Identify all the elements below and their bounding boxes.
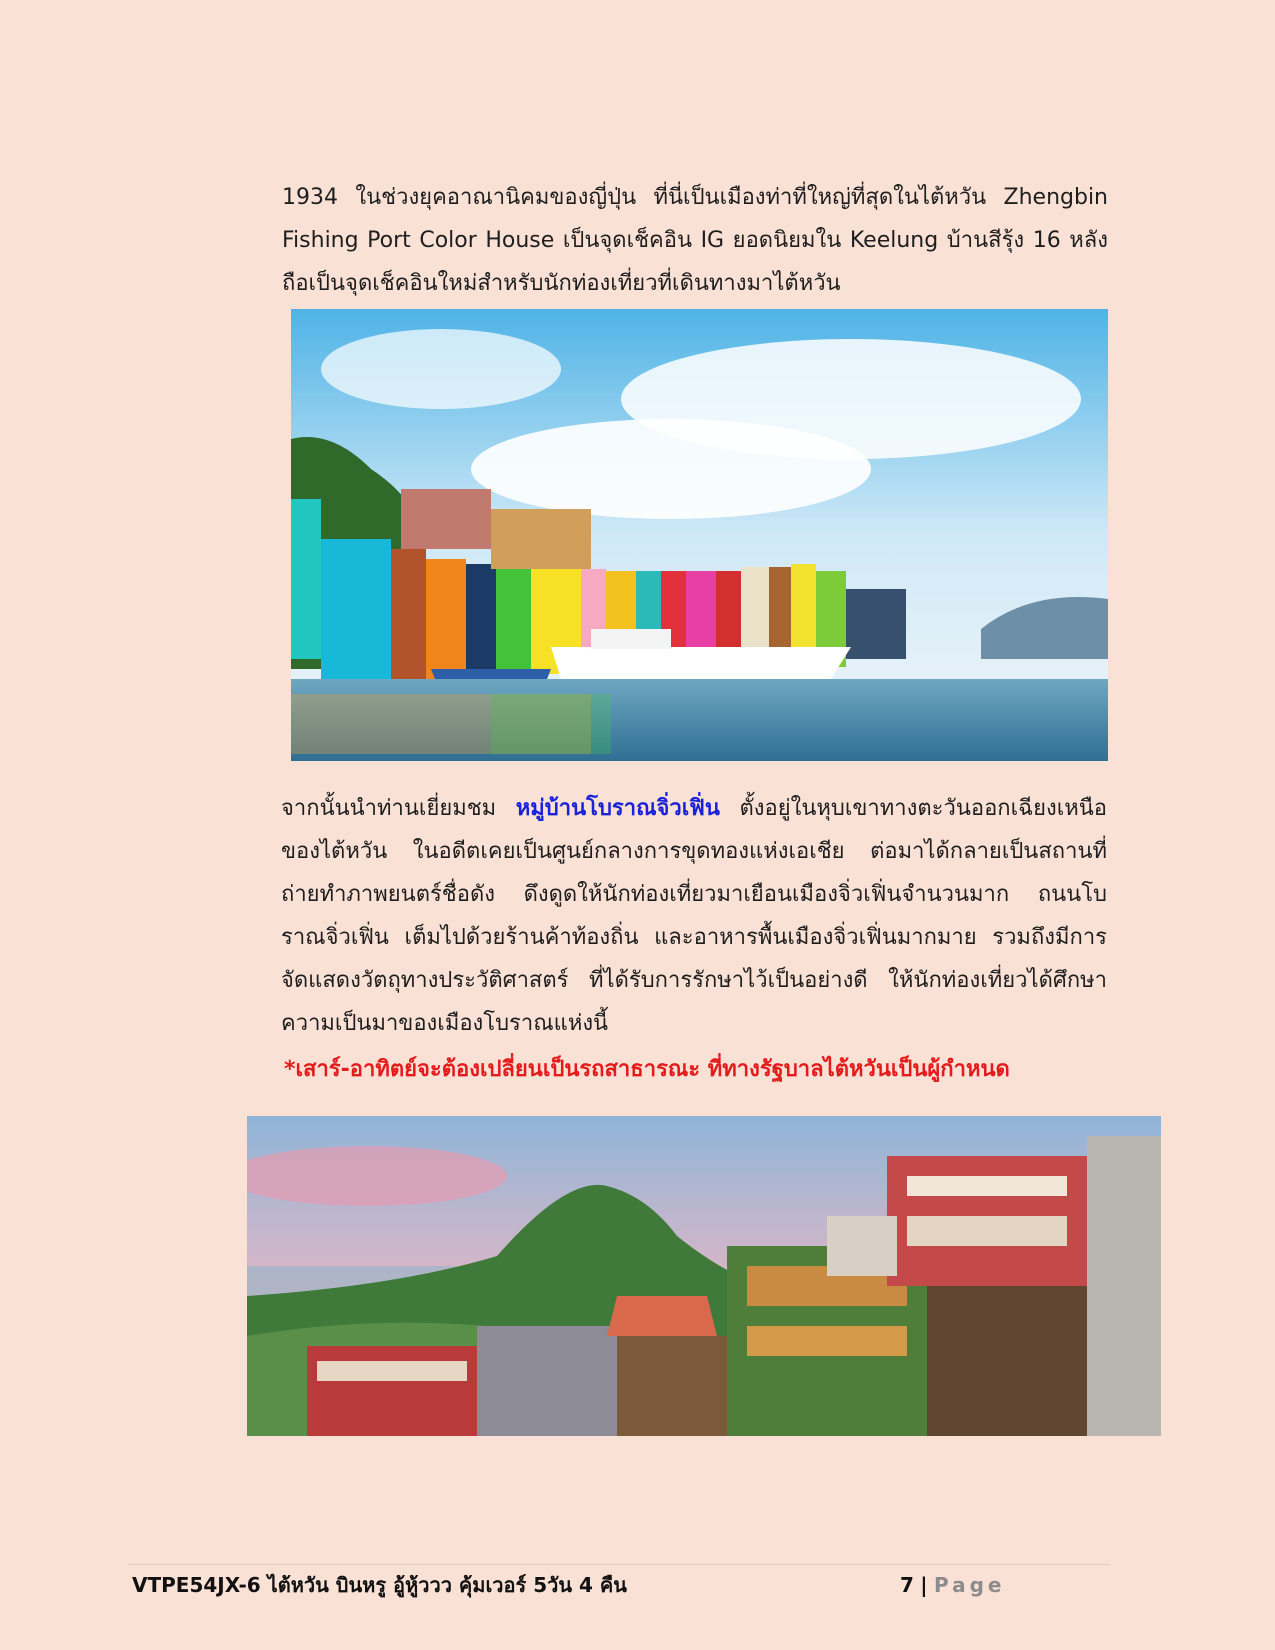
page-label: Page	[933, 1573, 1006, 1597]
page-separator: |	[920, 1573, 928, 1597]
keelung-rainbow-houses-photo	[291, 309, 1108, 761]
footer-page-indicator	[900, 1570, 1005, 1600]
jiufen-paragraph	[281, 787, 1107, 1045]
weekend-transport-note: *เสาร์-อาทิตย์จะต้องเปลี่ยนเป็นรถสาธารณะ ที่ทางรัฐบาลไต้หวันเป็นผู้กำหนด	[284, 1057, 1010, 1082]
intro-paragraph: 1934 ในช่วงยุคอาณานิคมของญี่ปุ่น ที่นี่เป็นเมืองท่าที่ใหญ่ที่สุดในไต้หวัน Zhengbin Fishing Port Color House เป็นจุดเช็คอิน IG ยอดนิยมใน Keelung บ้านสีรุ้ง 16 หลังถือเป็นจุดเช็คอินใหม่สำหรับนักท่องเที่ยวที่เดินทางมาไต้หวัน	[282, 185, 1108, 296]
footer-divider	[128, 1564, 1110, 1565]
jiufen-village-highlight: หมู่บ้านโบราณจิ่วเฟิ่น	[515, 796, 720, 821]
jiufen-old-street-photo	[247, 1116, 1161, 1436]
page-number: 7	[900, 1573, 914, 1597]
jiufen-lead-text: จากนั้นนำท่านเยี่ยมชม	[281, 796, 497, 821]
jiufen-body-text: ตั้งอยู่ในหุบเขาทางตะวันออกเฉียงเหนือของไต้หวัน ในอดีตเคยเป็นศูนย์กลางการขุดทองแห่งเอเชีย ต่อมาได้กลายเป็นสถานที่ถ่ายทำภาพยนตร์ชื่อดัง ดึงดูดให้นักท่องเที่ยวมาเยือนเมืองจิ่วเฟิ่นจำนวนมาก ถนนโบราณจิ่วเฟิ่น เต็มไปด้วยร้านค้าท้องถิ่น และอาหารพื้นเมืองจิ่วเฟิ่นมากมาย รวมถึงมีการจัดแสดงวัตถุทางประวัติศาสตร์ ที่ได้รับการรักษาไว้เป็นอย่างดี ให้นักท่องเที่ยวได้ศึกษาความเป็นมาของเมืองโบราณแห่งนี้	[281, 796, 1108, 1036]
footer-tour-code: VTPE54JX-6 ไต้หวัน บินหรู อู้หู้ววว คุ้มเวอร์ 5วัน 4 คืน	[132, 1573, 627, 1597]
